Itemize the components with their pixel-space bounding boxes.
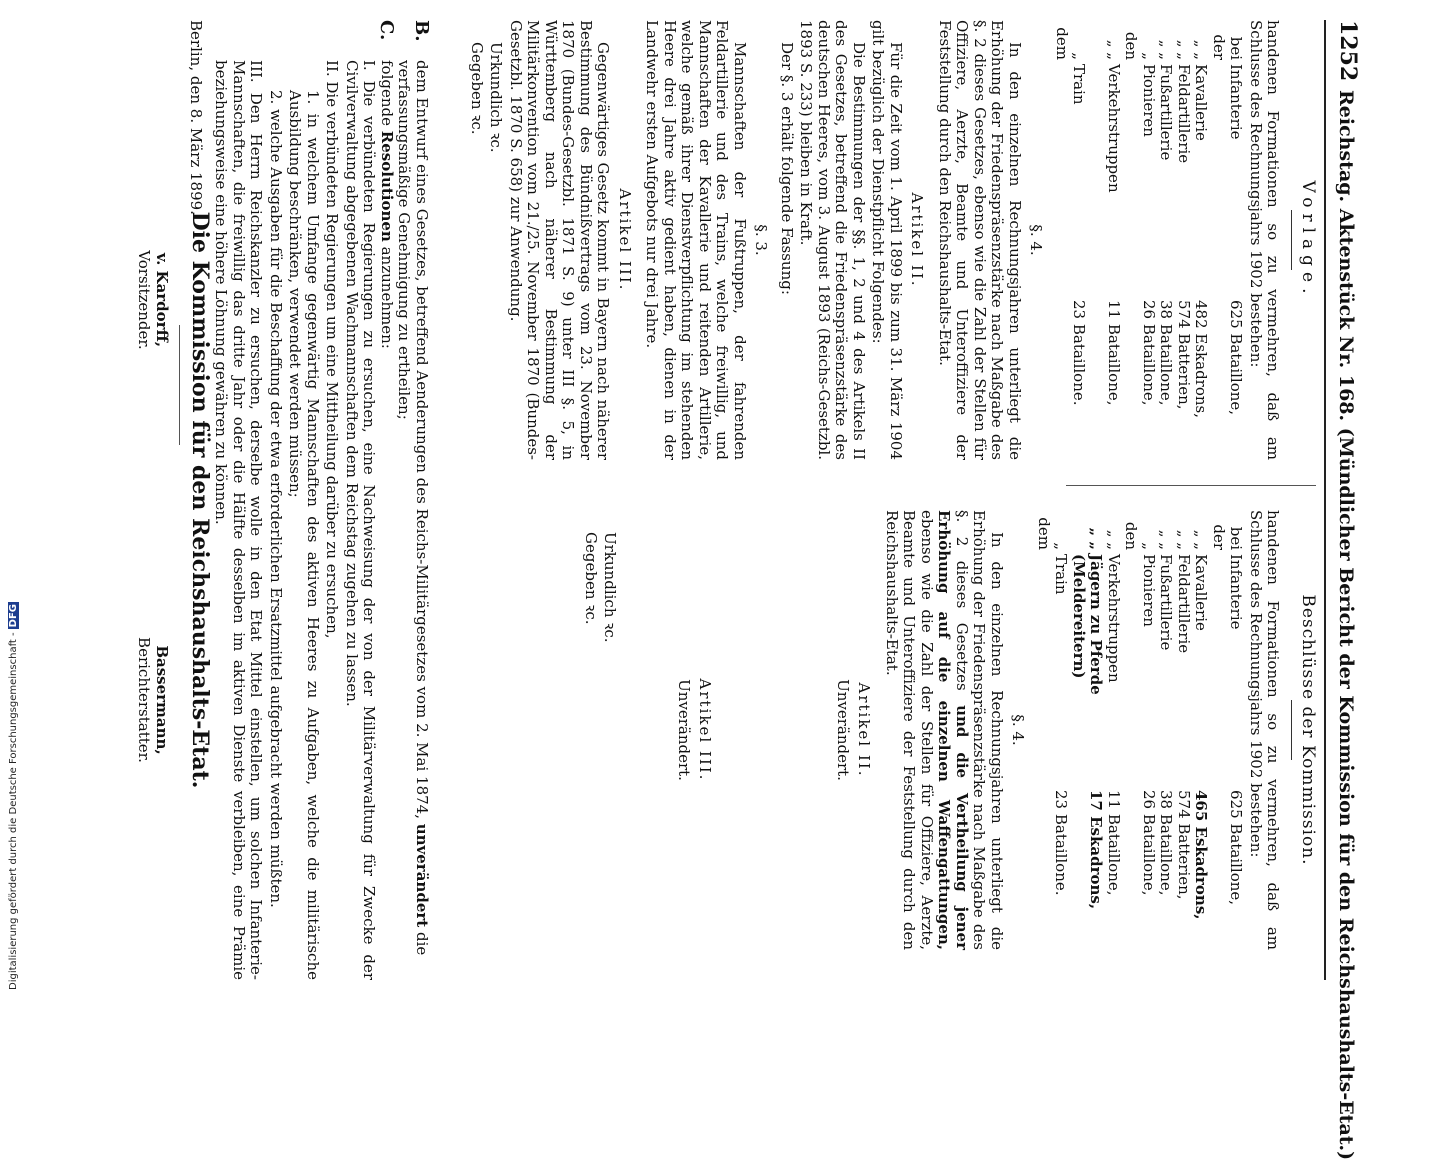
section-4-text: In den einzelnen Rechnungsjahren unterliegt die Erhöhung der Friedenspräsenzstärke nach Maßgabe des §. 2 dieses Gesetzes und die Vertheilung jener Erhöhung auf die einzelnen Waffengattungen, ebenso wie die Zahl der Stellen für Offiziere, Aerzte, Beamte und Unteroffiziere der Feststellung durch den Reichshaushalts-Etat. (883, 510, 1006, 950)
page-number: 1252 (1335, 20, 1361, 82)
digitization-note: Digitalisierung gefördert durch die Deutsche Forschungsgemeinschaft -DFG (8, 604, 19, 990)
reporter-name: Bassermann, (153, 645, 171, 755)
unit-row: „ „ Fußartillerie 38 Bataillone, (1157, 529, 1176, 896)
resolution-b: B. dem Entwurf eines Gesetzes, betreffend Aenderungen des Reichs-Militärgesetzes vom 2. Mai 1874, unverändert die verfassungsmäßige Genehmigung zu ertheilen; (395, 20, 432, 956)
unit-row: bei der Infanterie 625 Bataillone, (1210, 34, 1246, 416)
signature-rule (179, 325, 180, 445)
article-2-text: Für die Zeit vom 1. April 1899 bis zum 31. März 1904 gilt bezüglich der Dienstpflicht Folgendes: (869, 20, 905, 460)
closing-gegeben: Gegeben ꝛc. (468, 42, 486, 135)
article-3-text: Unverändert. (675, 679, 693, 781)
section-4-text: In den einzelnen Rechnungsjahren unterliegt die Erhöhung der Friedenspräsenzstärke nach Maßgabe des §. 2 dieses Gesetzes, ebenso wie die Zahl der Stellen für Offiziere, Aerzte, Beamte und Unteroffiziere der Feststellung durch den Reichshaushalts-Etat. (936, 20, 1024, 460)
beschluesse-intro: handenen Formationen so zu vermehren, daß am Schlusse des Rechnungsjahrs 1902 bestehen: (1247, 510, 1283, 950)
resolution-c-2: II. Die verbündeten Regierungen um eine Mittheilung darüber zu ersuchen, (323, 60, 342, 639)
column-divider (1066, 485, 1316, 486)
unit-row: „ „ Verkehrstruppen 11 Bataillone, (1105, 529, 1123, 896)
article-2-paragraph: Der §. 3 erhält folgende Fassung: (778, 42, 796, 295)
vorlage-units (1053, 20, 1245, 460)
reporter-role: Berichterstatter. (135, 637, 154, 763)
column-beschluesse (580, 510, 1317, 950)
reporter-signature (135, 600, 170, 800)
heading-rule (1292, 210, 1293, 270)
resolution-c-2-2: 2. welche Ausgaben für die Beschaffung der etwa erforderlichen Ersatzmittel aufgebracht werden müßten. (267, 90, 285, 908)
section-4-heading: §. 4. (1009, 714, 1028, 746)
closing-gegeben: Gegeben ꝛc. (582, 532, 600, 625)
unit-row: „ den Pionieren 26 Bataillone, (1122, 31, 1158, 406)
article-3-heading: Artikel III. (696, 678, 715, 782)
unit-row: „ „ Jägern zu Pferde (Meldereitern) 17 Eskadrons, (1070, 527, 1106, 910)
unit-row: bei der Infanterie 625 Bataillone, (1210, 524, 1246, 906)
resolutions (185, 20, 431, 980)
rotated-document (30, 20, 1361, 1160)
resolution-c-3: III. Den Herrn Reichskanzler zu ersuchen, derselbe wolle in den Etat Mittel einstellen, um solchen Infanterie-Mannschaften, die freiwillig das dritte Jahr oder die Hälfte desselben im aktiven Dienste verbleiben, eine Prämie beziehungsweise eine höhere Löhnung gewähren zu können. (212, 60, 266, 980)
vorlage-intro: handenen Formationen so zu vermehren, daß am Schlusse des Rechnungsjahrs 1902 bestehen: (1247, 20, 1283, 460)
unit-row: „ dem Train 23 Bataillone. (1035, 517, 1071, 896)
section-4-heading: §. 4. (1027, 224, 1046, 256)
section-3-text: Mannschaften der Fußtruppen, der fahrenden Feldartillerie und des Trains, welche freiwillig, und Mannschaften der Kavallerie und reitenden Artillerie, welche gemäß ihrer Dienstverpflichtung im stehenden Heere drei Jahre aktiv gedient haben, dienen in der Landwehr ersten Aufgebots nur drei Jahre. (643, 20, 749, 460)
commission-signature: Die Kommission für den Reichshaushalts-Etat. (187, 211, 213, 789)
article-2-heading: Artikel II. (908, 192, 927, 288)
vorlage-heading: Vorlage. (1298, 180, 1318, 300)
page-header (1324, 20, 1361, 1160)
chair-signature (135, 200, 170, 400)
heading-rule (1292, 700, 1293, 760)
section-3-heading: §. 3. (752, 224, 771, 256)
chair-role: Vorsitzender. (135, 250, 154, 350)
unit-row: „ den Pionieren 26 Bataillone, (1122, 521, 1158, 896)
unit-row: „ „ Kavallerie 482 Eskadrons, (1192, 39, 1211, 419)
place-date: Berlin, den 8. März 1899. (187, 20, 205, 215)
unit-row: „ „ Feldartillerie 574 Batterien, (1175, 39, 1193, 410)
dfg-logo: DFG (8, 604, 19, 628)
section-4-amendment: und die Vertheilung jener Erhöhung auf die einzelnen Waffengattungen, (935, 510, 971, 950)
beschluesse-heading: Beschlüsse der Kommission. (1298, 594, 1318, 866)
unit-row: „ „ Feldartillerie 574 Batterien, (1175, 529, 1193, 900)
article-2-heading: Artikel II. (855, 682, 874, 778)
column-vorlage (466, 20, 1317, 460)
resolution-c: C. folgende Resolutionen anzunehmen: (376, 20, 397, 349)
article-3-heading: Artikel III. (616, 188, 634, 292)
article-2-paragraph: Die Bestimmungen der §§. 1, 2 und 4 des Artikels II des Gesetzes, betreffend die Friedenspräsenzstärke des deutschen Heeres, vom 3. August 1893 (Reichs-Gesetzbl. 1893 S. 233) bleiben in Kraft. (797, 20, 868, 460)
resolution-c-1: I. Die verbündeten Regierungen zu ersuchen, eine Nachweisung der von der Militärverwaltung für Zwecke der Civilverwaltung abgegebenen Wachmannschaften dem Reichstag zugehen zu lassen. (343, 60, 379, 980)
page-title: Reichstag. Aktenstück Nr. 168. (Mündlicher Bericht der Kommission für den Reichshaushalts-Etat.) (1335, 90, 1357, 1160)
unit-row: „ „ Fußartillerie 38 Bataillone, (1157, 39, 1176, 406)
article-2-text: Unverändert. (834, 679, 852, 781)
article-3-text: Gegenwärtiges Gesetz kommt in Bayern nach näherer Bestimmung des Bündnißvertrags vom 23. November 1870 (Bundes-Gesetzbl. 1871 S. 9) unter III §. 5, in Württemberg nach näherer Bestimmung der Militärkonvention vom 21./25. November 1870 (Bundes-Gesetzbl. 1870 S. 658) zur Anwendung. (507, 20, 613, 460)
unit-row: „ dem Train 23 Bataillone. (1053, 27, 1089, 406)
closing-urkundlich: Urkundlich ꝛc. (487, 42, 506, 153)
resolution-c-2-1: 1. in welchem Umfange gegenwärtig Mannschaften des aktiven Heeres zu Aufgaben, welche die militärische Ausbildung beschränken, verwendet werden müssen; (286, 90, 322, 980)
unit-row: „ „ Verkehrstruppen 11 Bataillone, (1105, 39, 1123, 406)
unit-row: „ „ Kavallerie 465 Eskadrons, (1192, 529, 1211, 920)
chair-name: v. Kardorff, (153, 252, 171, 348)
closing-urkundlich: Urkundlich ꝛc. (601, 532, 620, 643)
beschluesse-units (1035, 510, 1245, 950)
